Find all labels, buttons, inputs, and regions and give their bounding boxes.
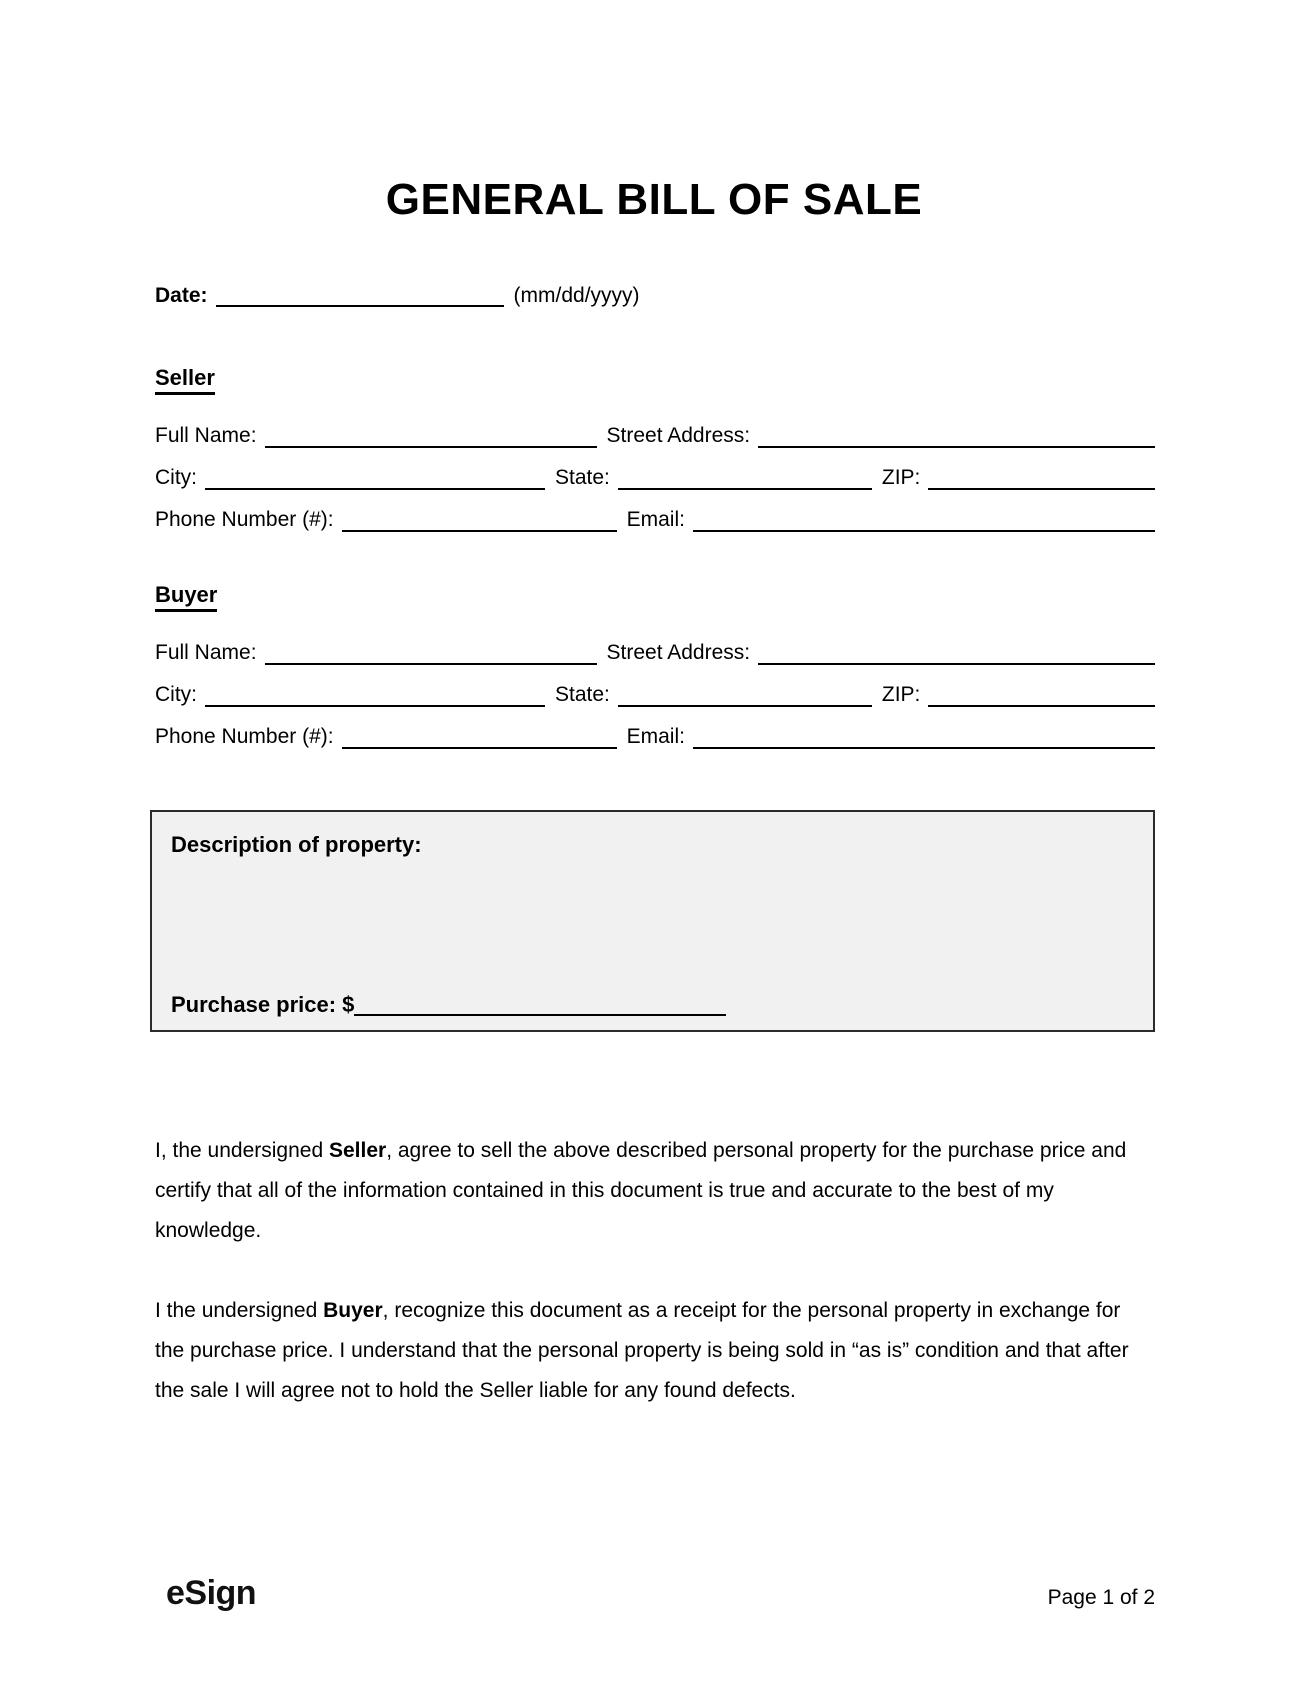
seller-name-address-row <box>155 422 1155 450</box>
seller-email-field[interactable] <box>693 508 1155 532</box>
seller-declaration-prefix: I, the undersigned <box>155 1139 329 1162</box>
date-row <box>155 283 1155 309</box>
buyer-section <box>155 582 1155 751</box>
seller-phone-email-row <box>155 506 1155 534</box>
purchase-price-label: Purchase price: <box>171 992 337 1017</box>
buyer-full-name-field[interactable] <box>265 641 597 665</box>
currency-symbol: $ <box>342 992 355 1017</box>
property-description-field[interactable] <box>171 868 1134 974</box>
buyer-street-address-label: Street Address: <box>606 641 751 664</box>
buyer-declaration-suffix: , recognize this document as a receipt for the personal property in exchange for the purchase price. I understand that the personal property is being sold in “as is” condition and that after the sale I will agree not to hold the Seller liable for any found defects. <box>155 1299 1129 1402</box>
buyer-city-label: City: <box>155 683 197 706</box>
seller-phone-label: Phone Number (#): <box>155 508 334 531</box>
seller-declaration-term: Seller <box>328 1139 387 1162</box>
buyer-city-state-zip-row <box>155 681 1155 709</box>
buyer-phone-field[interactable] <box>342 725 617 749</box>
seller-zip-field[interactable] <box>928 466 1155 490</box>
seller-city-label: City: <box>155 466 197 489</box>
buyer-state-field[interactable] <box>618 683 872 707</box>
date-field[interactable] <box>216 283 504 307</box>
buyer-heading: Buyer <box>155 582 217 612</box>
seller-state-field[interactable] <box>618 466 872 490</box>
buyer-phone-label: Phone Number (#): <box>155 725 334 748</box>
buyer-zip-field[interactable] <box>928 683 1155 707</box>
buyer-full-name-label: Full Name: <box>155 641 257 664</box>
seller-phone-field[interactable] <box>342 508 617 532</box>
buyer-street-address-field[interactable] <box>758 641 1155 665</box>
buyer-declaration-paragraph <box>155 1291 1155 1411</box>
esign-logo: eSign <box>166 1574 257 1612</box>
property-description-box <box>150 810 1155 1032</box>
buyer-state-label: State: <box>555 683 610 706</box>
buyer-phone-email-row <box>155 723 1155 751</box>
date-label: Date: <box>155 284 208 307</box>
seller-declaration-paragraph <box>155 1131 1155 1251</box>
buyer-city-field[interactable] <box>205 683 545 707</box>
seller-email-label: Email: <box>626 508 685 531</box>
seller-state-label: State: <box>555 466 610 489</box>
seller-street-address-field[interactable] <box>758 424 1155 448</box>
buyer-email-field[interactable] <box>693 725 1155 749</box>
purchase-price-row <box>171 992 726 1018</box>
seller-city-field[interactable] <box>205 466 545 490</box>
page-indicator: Page 1 of 2 <box>1047 1586 1155 1609</box>
seller-zip-label: ZIP: <box>881 466 921 489</box>
buyer-zip-label: ZIP: <box>881 683 921 706</box>
property-description-label: Description of property: <box>171 832 422 857</box>
seller-heading: Seller <box>155 365 215 395</box>
buyer-declaration-term: Buyer <box>323 1299 383 1322</box>
seller-full-name-label: Full Name: <box>155 424 257 447</box>
seller-street-address-label: Street Address: <box>606 424 751 447</box>
buyer-name-address-row <box>155 639 1155 667</box>
purchase-price-field[interactable] <box>354 992 726 1016</box>
buyer-email-label: Email: <box>626 725 685 748</box>
seller-declaration-suffix: , agree to sell the above described personal property for the purchase price and certify that all of the information contained in this document is true and accurate to the best of my knowledge. <box>155 1139 1127 1242</box>
seller-section <box>155 365 1155 534</box>
seller-full-name-field[interactable] <box>265 424 597 448</box>
seller-city-state-zip-row <box>155 464 1155 492</box>
page-title: GENERAL BILL OF SALE <box>385 175 923 225</box>
buyer-declaration-prefix: I the undersigned <box>155 1299 324 1322</box>
date-format-hint: (mm/dd/yyyy) <box>513 284 640 307</box>
